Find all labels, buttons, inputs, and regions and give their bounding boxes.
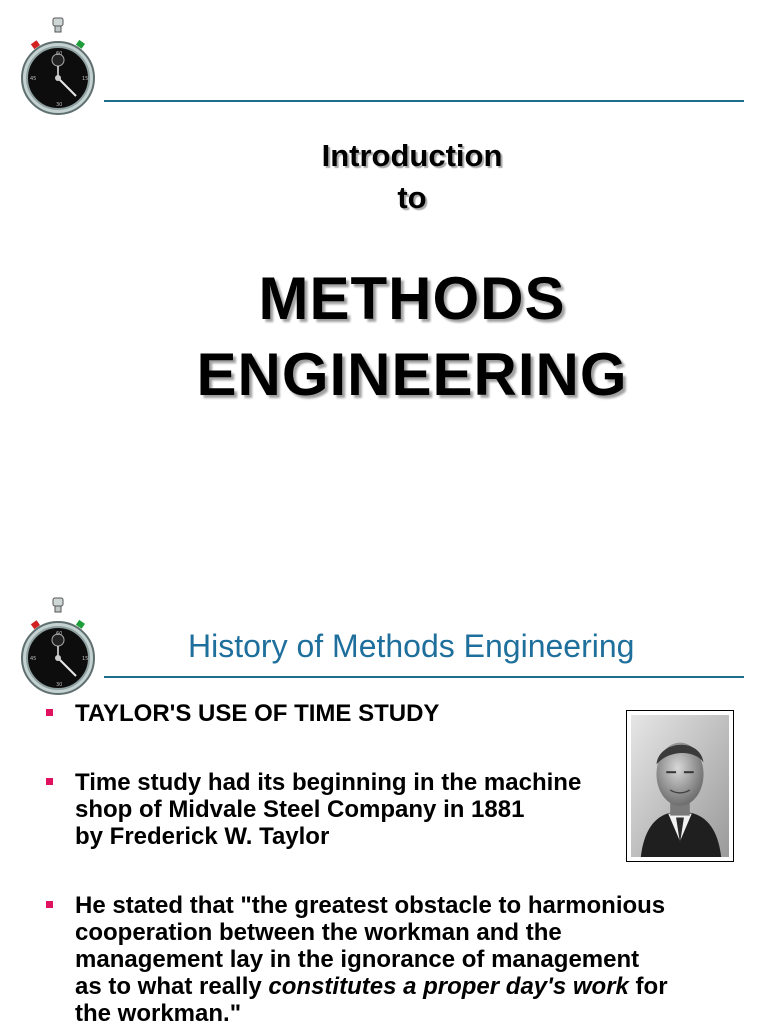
frederick-taylor-portrait bbox=[626, 710, 734, 862]
svg-text:45: 45 bbox=[30, 656, 37, 662]
intro-to-text: to bbox=[397, 180, 427, 215]
svg-text:60: 60 bbox=[56, 51, 63, 57]
svg-text:15: 15 bbox=[82, 656, 89, 662]
intro-text: Introduction bbox=[321, 138, 503, 173]
slide-title: History of Methods Engineering bbox=[188, 628, 635, 664]
stopwatch-icon bbox=[20, 16, 96, 116]
svg-text:30: 30 bbox=[56, 102, 63, 108]
bullet-marker bbox=[46, 709, 53, 716]
svg-text:45: 45 bbox=[30, 76, 37, 82]
emphasis-text: constitutes a proper day's work bbox=[268, 973, 629, 1000]
header-rule bbox=[104, 100, 744, 102]
bullet-marker bbox=[46, 778, 53, 785]
bullet-text: He stated that "the greatest obstacle to harmonious cooperation between the workman and the management lay in the ignorance of management as to what really constitutes a proper day's work for the workman." bbox=[75, 892, 668, 1024]
svg-text:60: 60 bbox=[56, 631, 63, 637]
title-engineering: ENGINEERING bbox=[196, 341, 628, 408]
bullet-text: TAYLOR'S USE OF TIME STUDY bbox=[75, 700, 440, 727]
bullet-text: Time study had its beginning in the machine shop of Midvale Steel Company in 1881 by Frederick W. Taylor bbox=[75, 769, 582, 850]
history-slide bbox=[0, 512, 768, 1024]
svg-text:30: 30 bbox=[56, 682, 63, 688]
title-methods: METHODS bbox=[258, 265, 566, 332]
bullet-marker bbox=[46, 901, 53, 908]
svg-text:15: 15 bbox=[82, 76, 89, 82]
